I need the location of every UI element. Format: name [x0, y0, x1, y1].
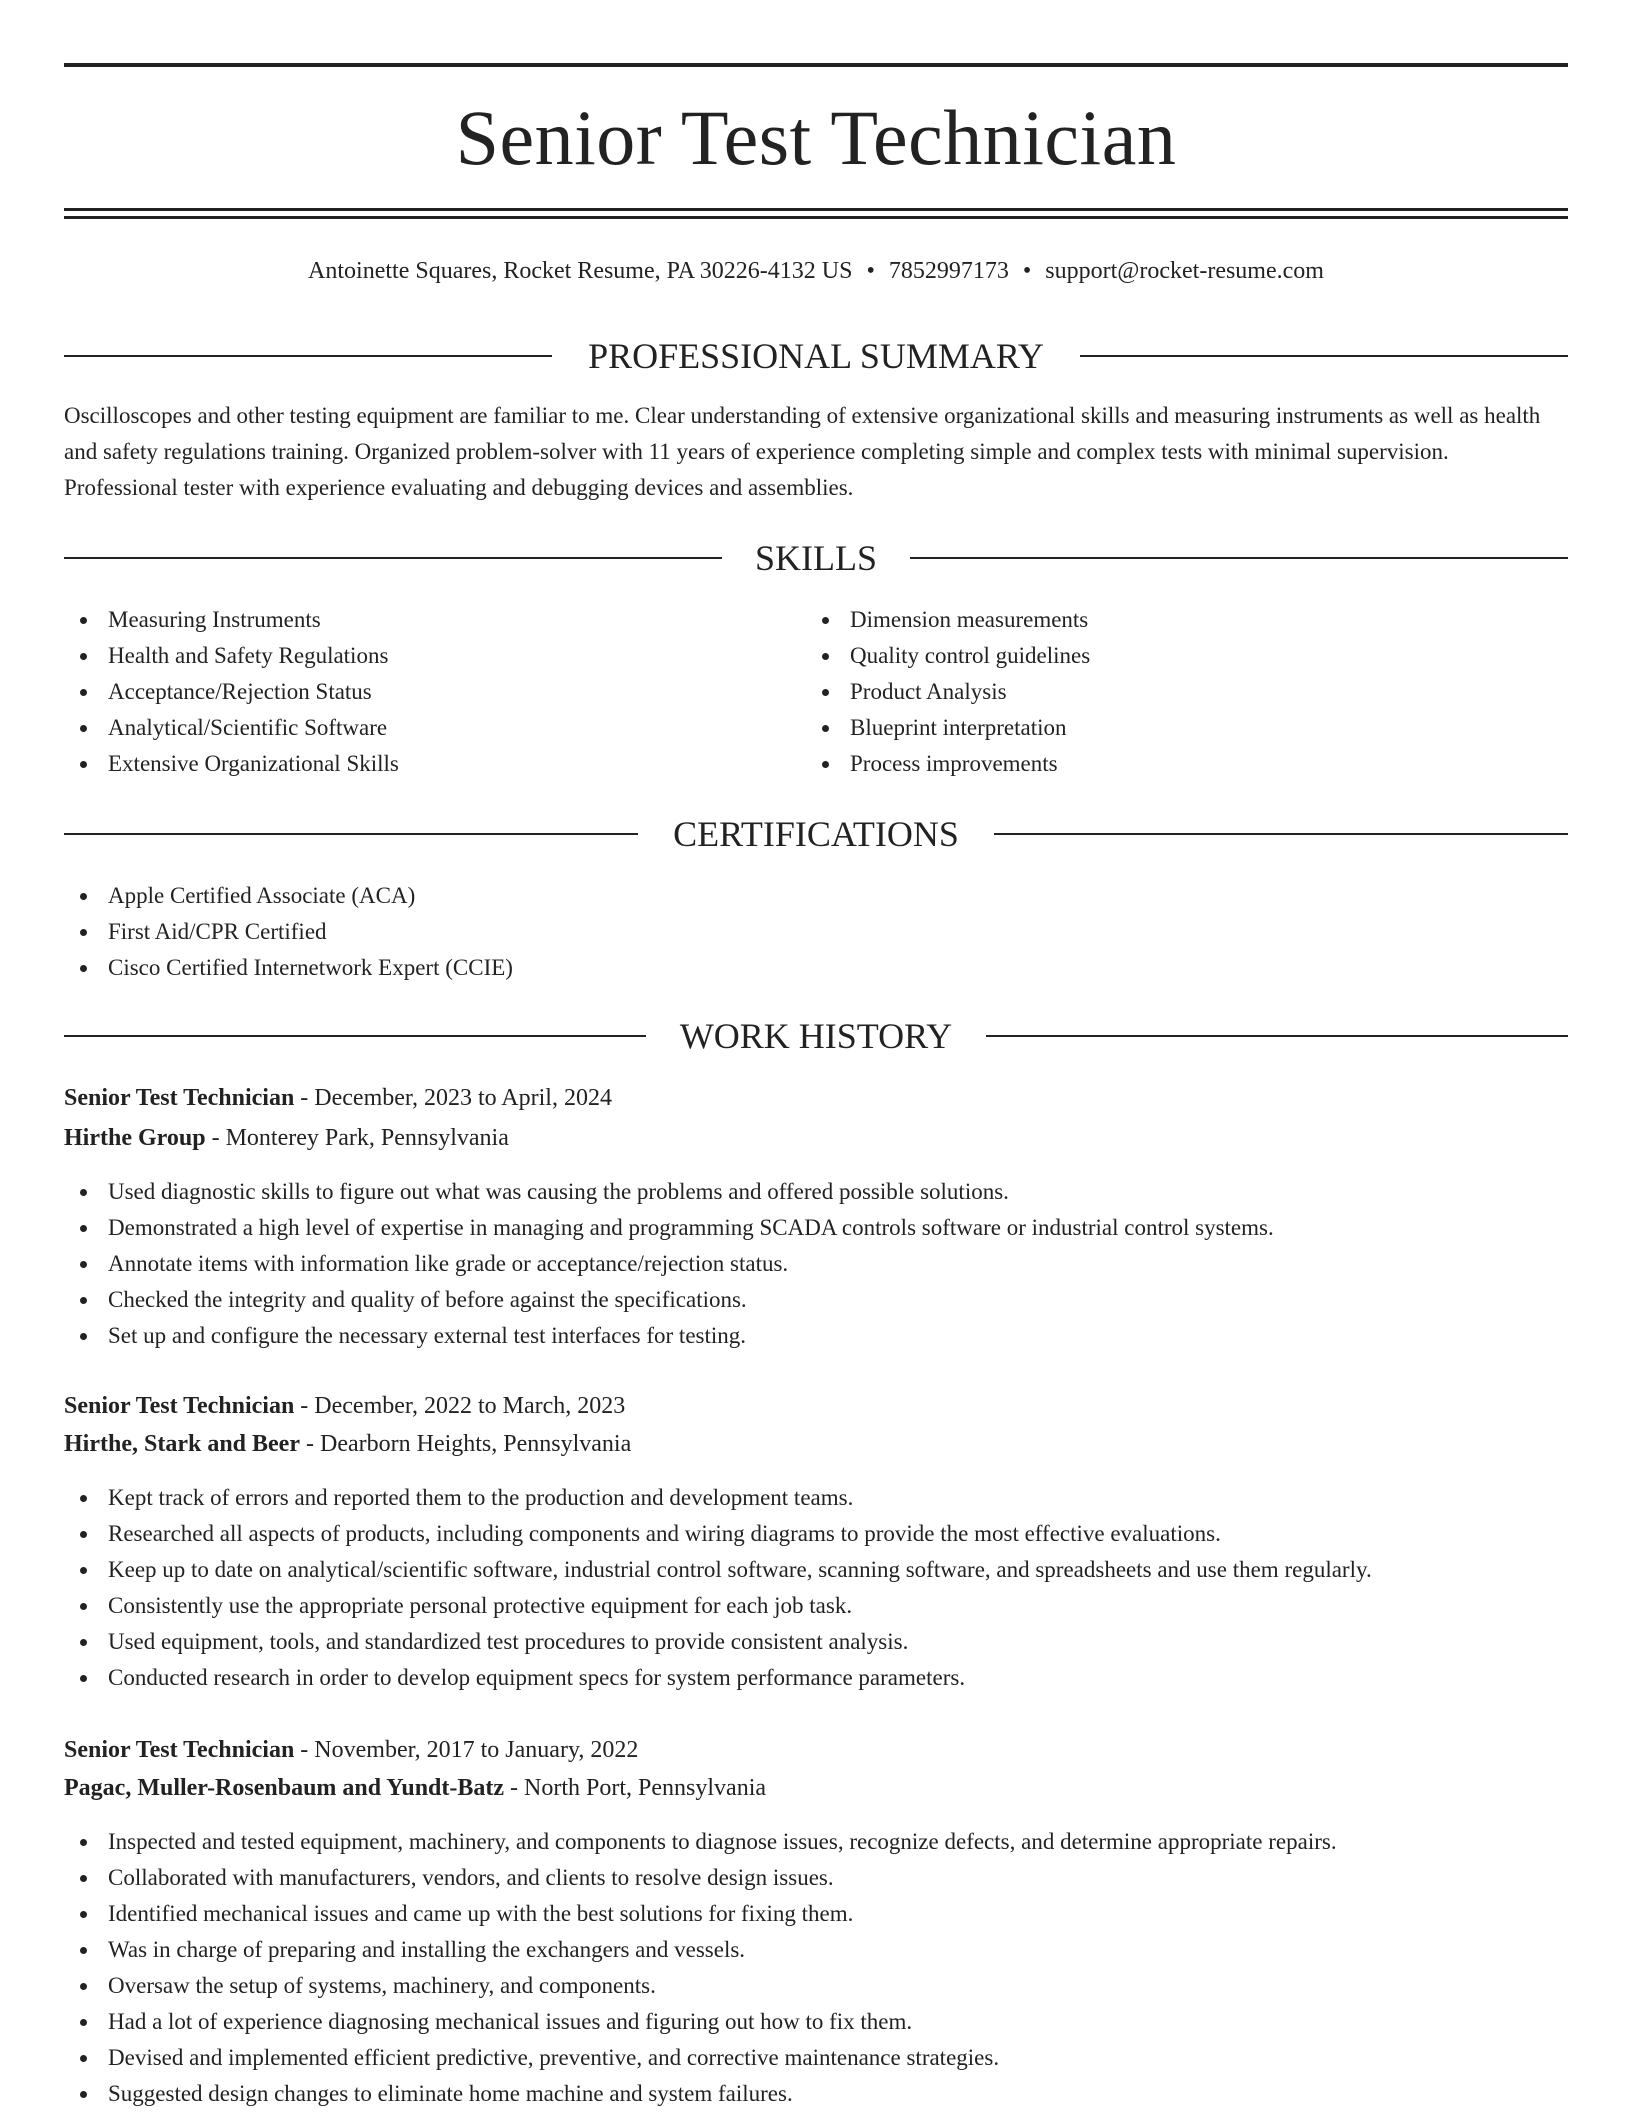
contact-email: support@rocket-resume.com: [1045, 258, 1324, 284]
contact-address: Antoinette Squares, Rocket Resume, PA 30226-4132 US: [308, 258, 853, 284]
section-header-summary: [64, 334, 1568, 378]
bullet-icon: [80, 1531, 87, 1538]
bullet-icon: [80, 1189, 87, 1196]
bullet-icon: [822, 689, 829, 696]
bullet-icon: [80, 1603, 87, 1610]
bullet-icon: [80, 1839, 87, 1846]
job-location: Monterey Park, Pennsylvania: [225, 1125, 509, 1151]
job-title: Senior Test Technician: [64, 1393, 295, 1419]
list-item: Researched all aspects of products, including components and wiring diagrams to provide the most effective evaluations.: [64, 1516, 1568, 1552]
job-bullets: [64, 1480, 1568, 1696]
bullet-icon: [822, 617, 829, 624]
bullet-icon: [80, 2091, 87, 2098]
job-company-line: Hirthe Group - Monterey Park, Pennsylvania: [64, 1125, 509, 1151]
skills-list-left: [64, 602, 804, 782]
list-item: First Aid/CPR Certified: [64, 914, 1568, 950]
job-location: North Port, Pennsylvania: [524, 1775, 767, 1801]
list-item: Quality control guidelines: [806, 638, 1546, 674]
list-item: Devised and implemented efficient predictive, preventive, and corrective maintenance strategies.: [64, 2040, 1568, 2076]
list-item: Oversaw the setup of systems, machinery, and components.: [64, 1968, 1568, 2004]
list-item: Was in charge of preparing and installing the exchangers and vessels.: [64, 1932, 1568, 1968]
list-item: Keep up to date on analytical/scientific software, industrial control software, scanning software, and spreadsheets and use them regularly.: [64, 1552, 1568, 1588]
job-title: Senior Test Technician: [64, 1085, 295, 1111]
list-item: Analytical/Scientific Software: [64, 710, 804, 746]
section-title-skills: SKILLS: [754, 538, 877, 578]
bullet-icon: [80, 1675, 87, 1682]
list-item: Cisco Certified Internetwork Expert (CCIE): [64, 950, 1568, 986]
contact-line: [64, 256, 1568, 286]
list-item: Had a lot of experience diagnosing mechanical issues and figuring out how to fix them.: [64, 2004, 1568, 2040]
bullet-icon: [80, 761, 87, 768]
job-dates: November, 2017 to January, 2022: [314, 1737, 639, 1763]
list-item: Collaborated with manufacturers, vendors, and clients to resolve design issues.: [64, 1860, 1568, 1896]
bullet-icon: [80, 1875, 87, 1882]
job-title: Senior Test Technician: [64, 1737, 295, 1763]
bullet-icon: [80, 2019, 87, 2026]
bullet-icon: [80, 1639, 87, 1646]
bullet-icon: [80, 929, 87, 936]
section-title-work-history: WORK HISTORY: [679, 1016, 953, 1056]
list-item: Acceptance/Rejection Status: [64, 674, 804, 710]
bullet-icon: [80, 2055, 87, 2062]
bullet-icon: [80, 893, 87, 900]
list-item: Measuring Instruments: [64, 602, 804, 638]
job-bullets: [64, 1824, 1568, 2112]
job-dates: December, 2022 to March, 2023: [314, 1393, 626, 1419]
bullet-icon: [80, 1983, 87, 1990]
job-company: Hirthe Group: [64, 1125, 206, 1151]
bullet-icon: [80, 1297, 87, 1304]
list-item: Suggested design changes to eliminate home machine and system failures.: [64, 2076, 1568, 2112]
header-top-rule: [64, 63, 1568, 67]
list-item: Health and Safety Regulations: [64, 638, 804, 674]
contact-separator: •: [866, 258, 875, 284]
bullet-icon: [80, 1495, 87, 1502]
list-item: Kept track of errors and reported them to the production and development teams.: [64, 1480, 1568, 1516]
job-company: Pagac, Muller-Rosenbaum and Yundt-Batz: [64, 1775, 505, 1801]
list-item: Checked the integrity and quality of before against the specifications.: [64, 1282, 1568, 1318]
header-rule-lower: [64, 216, 1568, 219]
bullet-icon: [80, 617, 87, 624]
list-item: Consistently use the appropriate personal protective equipment for each job task.: [64, 1588, 1568, 1624]
section-title-summary: PROFESSIONAL SUMMARY: [588, 336, 1044, 376]
job-location: Dearborn Heights, Pennsylvania: [319, 1431, 632, 1457]
list-item: Conducted research in order to develop equipment specs for system performance parameters.: [64, 1660, 1568, 1696]
bullet-icon: [80, 1947, 87, 1954]
section-title-certifications: CERTIFICATIONS: [673, 814, 959, 854]
bullet-icon: [80, 1225, 87, 1232]
bullet-icon: [822, 725, 829, 732]
job-company-line: Hirthe, Stark and Beer - Dearborn Heights, Pennsylvania: [64, 1431, 632, 1457]
summary-text: Oscilloscopes and other testing equipment are familiar to me. Clear understanding of extensive organizational skills and measuring instruments as well as health and safety regulations training. Organized problem-solver with 11 years of experience completing simple and complex tests with minimal supervision. Professional tester with experience evaluating and debugging devices and assemblies.: [64, 403, 1541, 500]
bullet-icon: [822, 653, 829, 660]
job-title-line: Senior Test Technician - December, 2023 to April, 2024: [64, 1085, 612, 1111]
job-bullets: [64, 1174, 1568, 1354]
job-company-line: Pagac, Muller-Rosenbaum and Yundt-Batz - North Port, Pennsylvania: [64, 1775, 767, 1801]
section-header-skills: [64, 536, 1568, 580]
list-item: Blueprint interpretation: [806, 710, 1546, 746]
contact-separator: •: [1022, 258, 1032, 284]
job-title-line: Senior Test Technician - December, 2022 to March, 2023: [64, 1393, 626, 1419]
header-rule-upper: [64, 208, 1568, 211]
list-item: Identified mechanical issues and came up with the best solutions for fixing them.: [64, 1896, 1568, 1932]
skills-list-right: [806, 602, 1546, 782]
section-header-certifications: [64, 812, 1568, 856]
section-header-work-history: [64, 1014, 1568, 1058]
bullet-icon: [80, 653, 87, 660]
job-dates: December, 2023 to April, 2024: [314, 1085, 612, 1111]
list-item: Inspected and tested equipment, machinery, and components to diagnose issues, recognize defects, and determine appropriate repairs.: [64, 1824, 1568, 1860]
list-item: Apple Certified Associate (ACA): [64, 878, 1568, 914]
certifications-list: [64, 878, 1568, 986]
bullet-icon: [80, 965, 87, 972]
list-item: Demonstrated a high level of expertise in managing and programming SCADA controls software or industrial control systems.: [64, 1210, 1568, 1246]
bullet-icon: [80, 1567, 87, 1574]
list-item: Dimension measurements: [806, 602, 1546, 638]
list-item: Set up and configure the necessary external test interfaces for testing.: [64, 1318, 1568, 1354]
job-company: Hirthe, Stark and Beer: [64, 1431, 300, 1457]
bullet-icon: [80, 725, 87, 732]
list-item: Process improvements: [806, 746, 1546, 782]
bullet-icon: [80, 1333, 87, 1340]
job-title-line: Senior Test Technician - November, 2017 to January, 2022: [64, 1737, 639, 1763]
list-item: Used equipment, tools, and standardized test procedures to provide consistent analysis.: [64, 1624, 1568, 1660]
list-item: Used diagnostic skills to figure out what was causing the problems and offered possible solutions.: [64, 1174, 1568, 1210]
contact-phone: 7852997173: [888, 258, 1009, 284]
bullet-icon: [80, 1261, 87, 1268]
bullet-icon: [80, 1911, 87, 1918]
bullet-icon: [822, 761, 829, 768]
page-title: Senior Test Technician: [455, 94, 1177, 181]
list-item: Extensive Organizational Skills: [64, 746, 804, 782]
list-item: Annotate items with information like grade or acceptance/rejection status.: [64, 1246, 1568, 1282]
list-item: Product Analysis: [806, 674, 1546, 710]
bullet-icon: [80, 689, 87, 696]
